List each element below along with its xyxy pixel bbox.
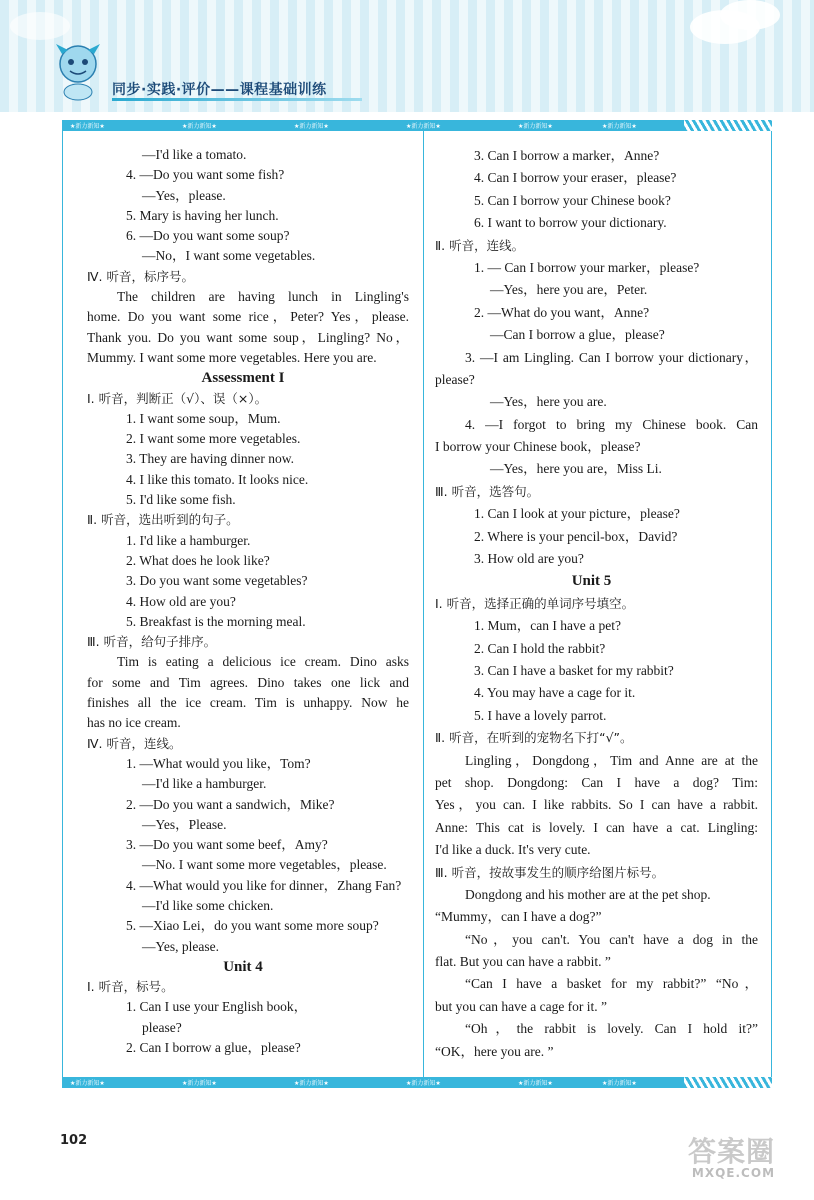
text-line: Ⅳ. 听音，连线。 <box>87 735 182 751</box>
text-line: 5. I'd like some fish. <box>126 492 236 508</box>
text-line: Ⅲ. 听音，按故事发生的顺序给图片标号。 <box>435 864 665 880</box>
text-line: 1. Can I look at your picture，please? <box>474 506 680 522</box>
left-border <box>62 131 63 1077</box>
text-line: please? <box>142 1019 182 1035</box>
text-line: 1. — Can I borrow your marker，please? <box>474 259 700 275</box>
text-line: Ⅱ. 听音，在听到的宠物名下打“√”。 <box>435 730 633 746</box>
text-line: 3. They are having dinner now. <box>126 451 294 467</box>
right-column <box>425 145 758 1063</box>
text-line: —Can I borrow a glue，please? <box>490 327 665 343</box>
left-column <box>77 145 409 1058</box>
strip-tag: ★新力新知★ <box>518 123 553 130</box>
strip-tag: ★新力新知★ <box>406 123 441 130</box>
text-line: 2. —Do you want a sandwich，Mike? <box>126 796 335 812</box>
text-line: I borrow your Chinese book，please? <box>435 439 641 455</box>
text-line: 3. Do you want some vegetables? <box>126 573 308 589</box>
text-line: Ⅰ. 听音，标号。 <box>87 979 174 995</box>
text-line: 4. You may have a cage for it. <box>474 685 636 701</box>
text-line: 1. I'd like a hamburger. <box>126 532 251 548</box>
text-line: “OK，here you are. ” <box>435 1043 554 1059</box>
text-line: 5. —Xiao Lei，do you want some more soup? <box>126 918 379 934</box>
text-line: The children are having lunch in Lingling's <box>117 289 409 305</box>
text-line: 4. How old are you? <box>126 593 236 609</box>
text-line: “No，you can't. You can't have a dog in the <box>465 931 758 947</box>
title-underline <box>112 98 362 101</box>
text-line: 6. I want to borrow your dictionary. <box>474 215 667 231</box>
text-line: but you can have a cage for it. ” <box>435 998 608 1014</box>
text-line: Ⅱ. 听音，连线。 <box>435 237 525 253</box>
text-line: 5. Breakfast is the morning meal. <box>126 613 306 629</box>
text-line: “Can I have a basket for my rabbit?” “No， <box>465 976 758 992</box>
text-line: 3. —I am Lingling. Can I borrow your dictionary， <box>465 349 758 365</box>
text-line: Ⅱ. 听音，选出听到的句子。 <box>87 512 239 528</box>
text-line: 4. I like this tomato. It looks nice. <box>126 471 309 487</box>
text-line: 1. Mum，can I have a pet? <box>474 618 621 634</box>
text-line: —Yes，Please. <box>142 816 227 832</box>
strip-tag: ★新力新知★ <box>602 123 637 130</box>
text-line: 1. —What would you like，Tom? <box>126 755 311 771</box>
text-line: Ⅳ. 听音，标序号。 <box>87 268 194 284</box>
text-line: Anne: This cat is lovely. I can have a cat. Lingling: <box>435 819 758 835</box>
text-line: Yes，you can. I like rabbits. So I can have a rabbit. <box>435 797 758 813</box>
text-line: “Mummy，can I have a dog?” <box>435 909 602 925</box>
text-line: Ⅲ. 听音，给句子排序。 <box>87 634 217 650</box>
text-line: for some and Tim agrees. Dino takes one lick and <box>87 674 409 690</box>
text-line: —Yes，here you are，Miss Li. <box>490 461 662 477</box>
strip-tag: ★新力新知★ <box>518 1080 553 1087</box>
text-line: Thank you. Do you want some soup，Lingling? No， <box>87 329 409 345</box>
text-line: —No. I want some more vegetables，please. <box>142 857 387 873</box>
strip-tag: ★新力新知★ <box>294 1080 329 1087</box>
text-line: —I'd like a tomato. <box>142 147 247 162</box>
section-heading: Unit 5 <box>571 573 612 590</box>
text-line: 5. Mary is having her lunch. <box>126 207 279 223</box>
strip-tag: ★新力新知★ <box>182 1080 217 1087</box>
text-line: pet shop. Dongdong: Can I have a dog? Tim: <box>435 774 758 790</box>
text-line: 2. Where is your pencil-box，David? <box>474 528 678 544</box>
series-title: 同步·实践·评价——课程基础训练 <box>112 82 327 98</box>
page-number: 102 <box>60 1133 88 1148</box>
text-line: Tim is eating a delicious ice cream. Dino asks <box>117 654 409 670</box>
text-line: 3. —Do you want some beef，Amy? <box>126 837 328 853</box>
text-line: Ⅰ. 听音，判断正（√）、误（×）。 <box>87 390 268 406</box>
text-line: —Yes, please. <box>142 938 219 954</box>
text-line: 4. Can I borrow your eraser，please? <box>474 170 677 186</box>
cloud-decoration <box>720 0 780 30</box>
text-line: 4. —I forgot to bring my Chinese book. Can <box>465 416 758 432</box>
strip-stripes <box>684 1077 772 1088</box>
strip-stripes <box>684 120 772 131</box>
text-line: 5. I have a lovely parrot. <box>474 707 607 723</box>
text-line: 6. —Do you want some soup? <box>126 228 290 244</box>
text-line: home. Do you want some rice，Peter? Yes，please. <box>87 309 409 325</box>
text-line: 5. Can I borrow your Chinese book? <box>474 192 671 208</box>
text-line: Ⅲ. 听音，选答句。 <box>435 483 540 499</box>
text-line: —I'd like a hamburger. <box>142 776 267 792</box>
text-line: Lingling，Dongdong，Tim and Anne are at the <box>465 752 758 768</box>
strip-tag: ★新力新知★ <box>70 1080 105 1087</box>
text-line: 2. Can I borrow a glue，please? <box>126 1040 301 1056</box>
text-line: —Yes，here you are，Peter. <box>490 282 648 298</box>
text-line: 1. I want some soup，Mum. <box>126 410 281 426</box>
section-heading: Unit 4 <box>223 958 263 975</box>
text-line: flat. But you can have a rabbit. ” <box>435 954 611 970</box>
strip-tag: ★新力新知★ <box>182 123 217 130</box>
watermark-text: 答案圈 <box>688 1135 776 1168</box>
text-line: 4. —What would you like for dinner，Zhang Fan? <box>126 877 402 893</box>
text-line: finishes all the ice cream. Tim is unhappy. Now he <box>87 695 409 711</box>
text-line: —No，I want some vegetables. <box>142 248 316 264</box>
text-line: 4. —Do you want some fish? <box>126 167 285 183</box>
section-heading: Assessment I <box>201 370 285 387</box>
text-line: Ⅰ. 听音，选择正确的单词序号填空。 <box>435 595 635 611</box>
cloud-decoration <box>10 12 70 40</box>
bottom-strip <box>62 1077 772 1088</box>
text-line: 2. —What do you want，Anne? <box>474 304 650 320</box>
text-line: Mummy. I want some more vegetables. Here you are. <box>87 349 377 365</box>
text-line: —Yes，please. <box>142 187 226 203</box>
strip-tag: ★新力新知★ <box>602 1080 637 1087</box>
text-line: 2. What does he look like? <box>126 552 270 568</box>
text-line: 2. Can I hold the rabbit? <box>474 640 606 656</box>
text-line: —Yes，here you are. <box>490 394 607 410</box>
watermark-url: MXQE.COM <box>691 1166 776 1180</box>
text-line: please? <box>435 371 475 387</box>
right-border <box>771 131 772 1077</box>
text-line: “Oh，the rabbit is lovely. Can I hold it?” <box>465 1021 758 1037</box>
strip-tag: ★新力新知★ <box>70 123 105 130</box>
watermark-logo <box>688 1130 775 1180</box>
text-line: I'd like a duck. It's very cute. <box>435 842 591 858</box>
top-strip <box>62 120 772 131</box>
text-line: 1. Can I use your English book， <box>126 999 308 1015</box>
text-line: 3. How old are you? <box>474 551 584 567</box>
mascot-icon <box>48 40 108 102</box>
text-line: 3. Can I borrow a marker，Anne? <box>474 148 660 163</box>
text-line: —I'd like some chicken. <box>142 897 274 913</box>
text-line: Dongdong and his mother are at the pet shop. <box>465 886 711 902</box>
strip-tag: ★新力新知★ <box>406 1080 441 1087</box>
strip-tag: ★新力新知★ <box>294 123 329 130</box>
text-line: has no ice cream. <box>87 715 181 731</box>
column-divider <box>423 131 424 1077</box>
text-line: 2. I want some more vegetables. <box>126 431 301 447</box>
text-line: 3. Can I have a basket for my rabbit? <box>474 662 674 678</box>
